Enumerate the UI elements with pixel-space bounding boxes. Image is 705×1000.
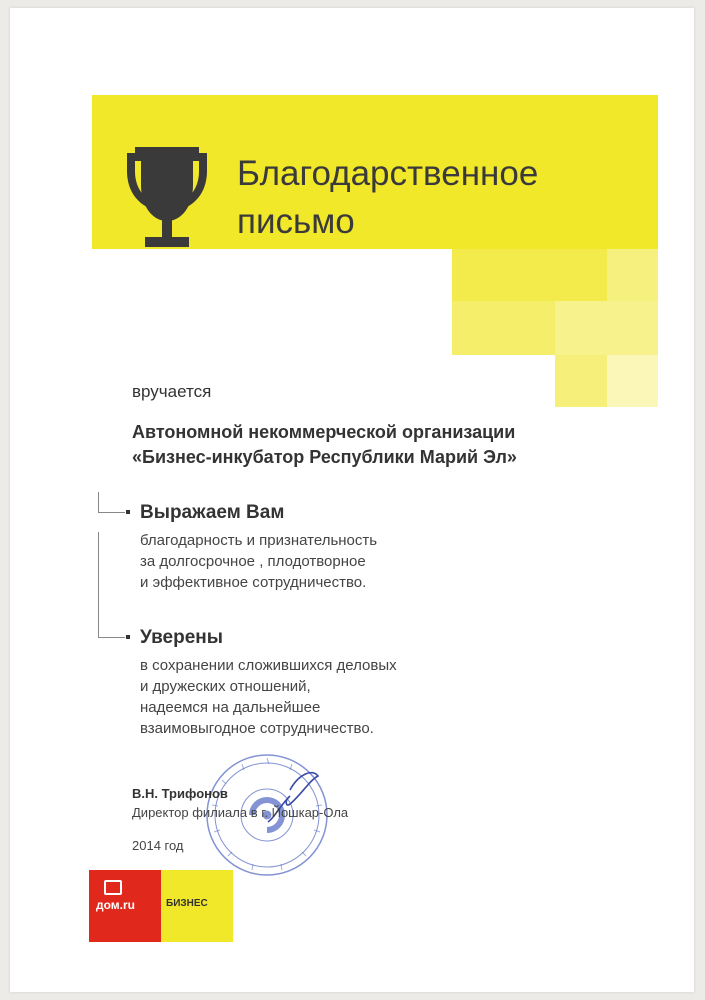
banner-square bbox=[555, 301, 658, 355]
banner-square bbox=[607, 249, 658, 301]
logo-icon bbox=[104, 880, 122, 895]
section-1-line: и эффективное сотрудничество. bbox=[140, 574, 367, 591]
section-2-line: надеемся на дальнейшее bbox=[140, 699, 321, 716]
banner-square bbox=[452, 301, 555, 355]
section-1-heading: Выражаем Вам bbox=[140, 502, 285, 523]
signatory-name: В.Н. Трифонов bbox=[132, 786, 228, 801]
banner-square bbox=[607, 355, 658, 407]
awarded-label: вручается bbox=[132, 382, 212, 401]
logo-label: БИЗНЕС bbox=[166, 898, 208, 909]
document-title bbox=[237, 150, 538, 246]
recipient bbox=[132, 420, 517, 470]
section-2-line: в сохранении сложившихся деловых bbox=[140, 657, 397, 674]
section-2-line: и дружеских отношений, bbox=[140, 678, 311, 695]
section-connector-1 bbox=[98, 492, 125, 513]
section-connector-2 bbox=[98, 532, 125, 638]
bullet-dot bbox=[126, 635, 130, 639]
signatory-position: Директор филиала в г. Йошкар-Ола bbox=[132, 805, 349, 820]
section-2-text bbox=[140, 655, 397, 739]
section-1-line: за долгосрочное , плодотворное bbox=[140, 553, 366, 570]
section-1-line: благодарность и признательность bbox=[140, 532, 378, 549]
trophy-icon bbox=[125, 145, 209, 251]
banner-square bbox=[555, 355, 607, 407]
document-year: 2014 год bbox=[132, 838, 184, 853]
title-line-2: письмо bbox=[237, 202, 355, 241]
section-1-text bbox=[140, 530, 377, 593]
bullet-dot bbox=[126, 510, 130, 514]
section-2-heading: Уверены bbox=[140, 627, 223, 648]
section-2-line: взаимовыгодное сотрудничество. bbox=[140, 720, 374, 737]
title-line-1: Благодарственное bbox=[237, 154, 539, 193]
recipient-line-1: Автономной некоммерческой организации bbox=[132, 422, 516, 442]
logo-brand: дом.ru bbox=[96, 898, 135, 912]
recipient-line-2: «Бизнес-инкубатор Республики Марий Эл» bbox=[132, 447, 517, 467]
